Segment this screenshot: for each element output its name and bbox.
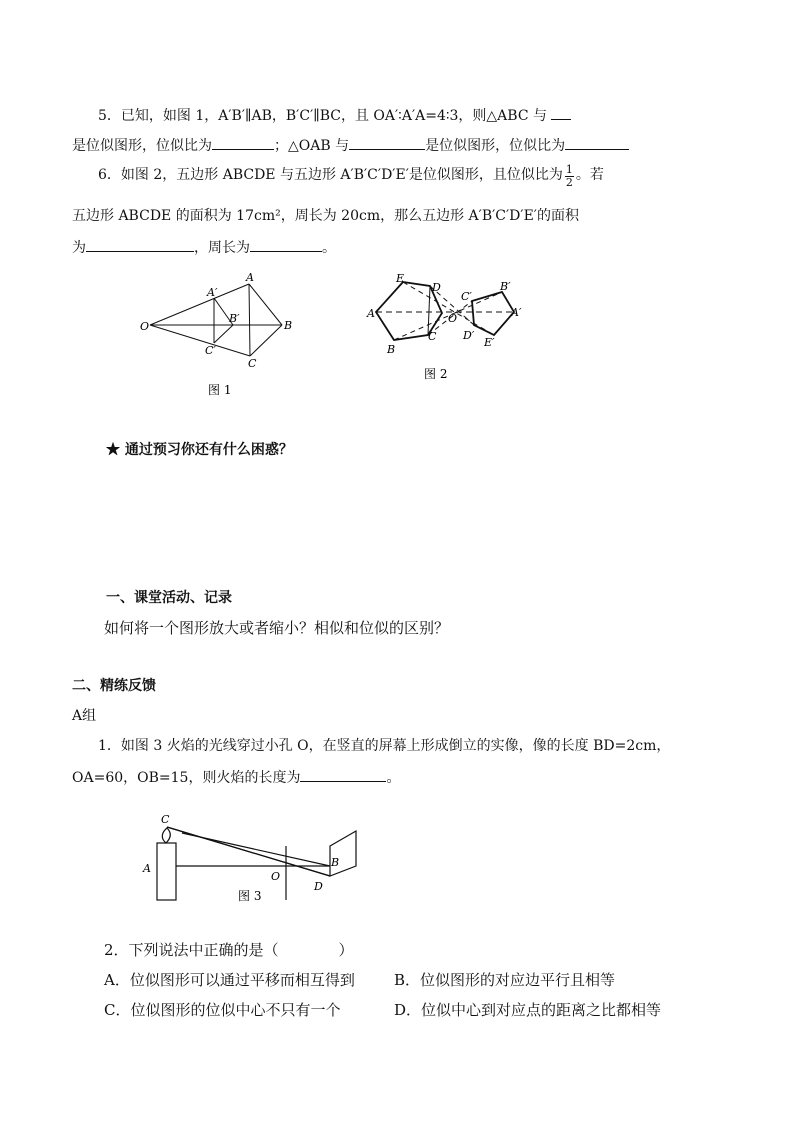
fig1-label-B: B (284, 319, 293, 332)
fig1-label-O: O (140, 320, 150, 333)
fig1-caption: 图 1 (208, 383, 232, 397)
fig3-label-D: D (314, 880, 323, 893)
fig2-label-D1: D′ (463, 329, 475, 342)
fig2-label-E1: E′ (484, 336, 495, 349)
section-2-title: 二、精练反馈 (72, 678, 156, 694)
q1-line1: 1．如图 3 火焰的光线穿过小孔 O，在竖直的屏幕上形成倒立的实像，像的长度 BD=2cm， (98, 738, 671, 754)
fig2-caption: 图 2 (424, 367, 448, 381)
q1-line2-text-a: OA=60，OB=15，则火焰的长度为 (72, 770, 301, 786)
section-1-text: 如何将一个图形放大或者缩小？相似和位似的区别？ (104, 619, 450, 637)
fig2-label-O: O (448, 312, 458, 325)
q6-line3-text-c: 。 (322, 240, 336, 256)
q2-option-c[interactable]: C．位似图形的位似中心不只有一个 (104, 1001, 341, 1019)
q2-stem: 2．下列说法中正确的是（ ） (104, 941, 354, 959)
fig3-caption: 图 3 (238, 889, 262, 903)
group-a-label: A组 (72, 708, 97, 724)
fig2-label-E: E (396, 272, 405, 285)
q6-line2-text: 五边形 ABCDE 的面积为 17cm²，周长为 20cm，那么五边形 A′B′C′D′E′的面积 (72, 208, 579, 224)
q5-line2-text-c: 是位似图形，位似比为 (425, 138, 566, 154)
fraction-denominator: 2 (565, 176, 573, 189)
fraction-numerator: 1 (565, 163, 573, 176)
section-1-title: 一、课堂活动、记录 (106, 590, 232, 606)
fig2-label-A1: A′ (511, 306, 522, 319)
fig1-label-C1: C′ (205, 344, 216, 357)
fig1-label-B1: B′ (229, 312, 240, 325)
fig1-label-C: C (248, 357, 257, 370)
fig3-label-C: C (161, 813, 170, 826)
q2-option-d[interactable]: D．位似中心到对应点的距离之比都相等 (394, 1001, 662, 1019)
q6-line1-text-b: 。若 (575, 167, 604, 183)
q2-option-b[interactable]: B．位似图形的对应边平行且相等 (394, 971, 616, 989)
fig2-label-C: C (428, 330, 437, 343)
q6-line3-text-b: ，周长为 (194, 240, 250, 256)
q2-option-a[interactable]: A．位似图形可以通过平移而相互得到 (104, 971, 355, 989)
fig2-label-B: B (387, 343, 396, 356)
fig3-label-O: O (271, 870, 281, 883)
q5-line1-text: 5．已知，如图 1，A′B′∥AB，B′C′∥BC，且 OA′∶A′A=4∶3，则△ABC 与 (98, 108, 548, 124)
fig1-label-A1: A′ (207, 286, 218, 299)
preview-confusion-prompt: ★ 通过预习你还有什么困惑？ (106, 442, 293, 458)
q5-line2-text-b: ；△OAB 与 (274, 138, 350, 154)
q1-line2-text-b: 。 (386, 770, 401, 786)
fig2-label-A: A (367, 307, 375, 320)
fig1-label-A: A (246, 271, 254, 284)
fig2-label-B1: B′ (500, 280, 511, 293)
fig2-label-D: D (432, 281, 441, 294)
fig3-label-B: B (331, 856, 340, 869)
q5-line2-text-a: 是位似图形，位似比为 (72, 138, 212, 154)
q6-line3-text-a: 为 (72, 240, 86, 256)
fig2-label-C1: C′ (461, 290, 472, 303)
fig3-label-A: A (143, 862, 151, 875)
q6-line1-text-a: 6．如图 2，五边形 ABCDE 与五边形 A′B′C′D′E′是位似图形，且位似比为 (98, 167, 563, 183)
